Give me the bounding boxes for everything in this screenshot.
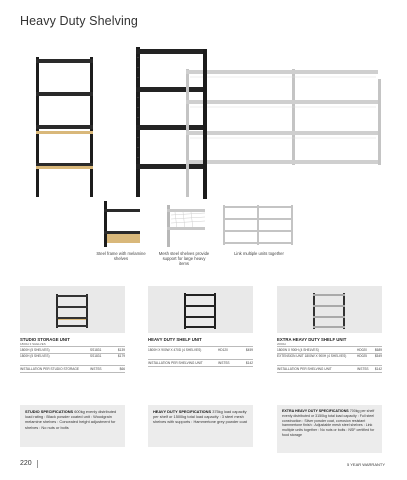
table-row (20, 353, 125, 359)
product-name-studio: STUDIO STORAGE UNIT (20, 337, 70, 342)
spec-body: 700kg per shelf evenly distributed or 3150kg total load capacity : Full steel construction : Silver powder coat, corrosion resistant hammertone finish : Adjustable mesh steel shelves : Link multiple units together : No nuts or bolts : NSF certified for food storage (282, 409, 375, 437)
row-price: $142 (374, 367, 382, 371)
row-desc: INSTALLATION PER STUDIO STORAGE (20, 367, 79, 371)
table-row (148, 347, 253, 353)
row-price: $689 (374, 348, 382, 352)
row-code: INSTSS (90, 367, 102, 371)
product-panel-studio (20, 286, 125, 333)
extra-heavy-duty-unit-image (277, 286, 382, 333)
spec-text-studio (20, 405, 125, 434)
divider (20, 372, 125, 373)
feature-caption-mesh: Mesh steel shelves provide support for large heavy items (158, 251, 210, 266)
spec-label: EXTRA HEAVY DUTY SPECIFICATIONS (282, 409, 349, 413)
row-price: $459 (245, 348, 253, 352)
page-title: Heavy Duty Shelving (20, 14, 138, 28)
product-sub-extra-heavy-duty: 2000H (277, 342, 286, 346)
feature-caption-melamine: Steel frame with melamine shelves (96, 251, 146, 261)
studio-unit-image (20, 286, 125, 333)
divider (277, 372, 382, 373)
row-code: HD025 (357, 354, 367, 358)
spec-text-extra-heavy-duty (277, 405, 382, 442)
feature-image-melamine (100, 201, 140, 249)
row-desc: 1800W X 900H (4 SHELVES) (277, 348, 319, 352)
heavy-duty-unit-image (148, 286, 253, 333)
row-price: $142 (245, 361, 253, 365)
warranty-label: 5 YEAR WARRANTY (346, 462, 385, 467)
row-code: SS1831 (90, 354, 102, 358)
feature-caption-link: Link multiple units together (234, 251, 284, 256)
spec-body: 600kg evenly distributed load rating : Black powder coated unit : Woodgrain melamine shelves : Concealed height adjustment for shelves : No nuts or bolts (25, 409, 117, 430)
spec-box-extra-heavy-duty (277, 405, 382, 453)
row-price: $179 (117, 354, 125, 358)
row-desc: 1800H (5 SHELVES) (20, 348, 50, 352)
row-price: $139 (117, 348, 125, 352)
row-desc: 1800H (5 SHELVES) (20, 354, 50, 358)
spec-body: 375kg load capacity per shelf or 1500kg total load capacity : 3 steel mesh shelves with supports : Hammertone grey powder coat (153, 409, 247, 425)
row-price: $549 (374, 354, 382, 358)
row-code: HD020 (357, 348, 367, 352)
spec-label: STUDIO SPECIFICATIONS (25, 409, 74, 414)
spec-label: HEAVY DUTY SPECIFICATIONS (153, 409, 212, 414)
hero-shelving-image (28, 45, 383, 205)
row-code: HD120 (218, 348, 228, 352)
row-code: INSTSS (218, 361, 230, 365)
divider (148, 366, 253, 367)
grey-shelf-unit-right (186, 69, 381, 197)
black-shelf-unit-left (36, 57, 93, 197)
row-desc: INSTALLATION PER SHELVING UNIT (148, 361, 203, 365)
product-name-extra-heavy-duty: EXTRA HEAVY DUTY SHELF UNIT (277, 337, 347, 342)
product-panel-extra-heavy-duty (277, 286, 382, 333)
black-shelf-unit-center (136, 47, 207, 199)
table-row (277, 353, 382, 359)
row-code: SS1831 (90, 348, 102, 352)
feature-image-link (222, 204, 294, 246)
spec-box-studio (20, 405, 125, 447)
page-number: 220 (20, 460, 32, 467)
row-desc: EXTENSION UNIT 1800W X 900H (4 SHELVES) (277, 354, 347, 358)
product-name-heavy-duty: HEAVY DUTY SHELF UNIT (148, 337, 202, 342)
spec-box-heavy-duty (148, 405, 253, 447)
row-desc: INSTALLATION PER SHELVING UNIT (277, 367, 332, 371)
footer-divider (37, 460, 38, 468)
row-desc: 1800H X 900W X 470D (4 SHELVES) (148, 348, 202, 352)
row-price: $66 (119, 367, 125, 371)
product-sub-studio: 1800H 3 SHELVES (20, 342, 46, 346)
feature-image-mesh (163, 201, 205, 249)
row-code: INSTSS (357, 367, 369, 371)
spec-text-heavy-duty (148, 405, 253, 429)
product-panel-heavy-duty (148, 286, 253, 333)
